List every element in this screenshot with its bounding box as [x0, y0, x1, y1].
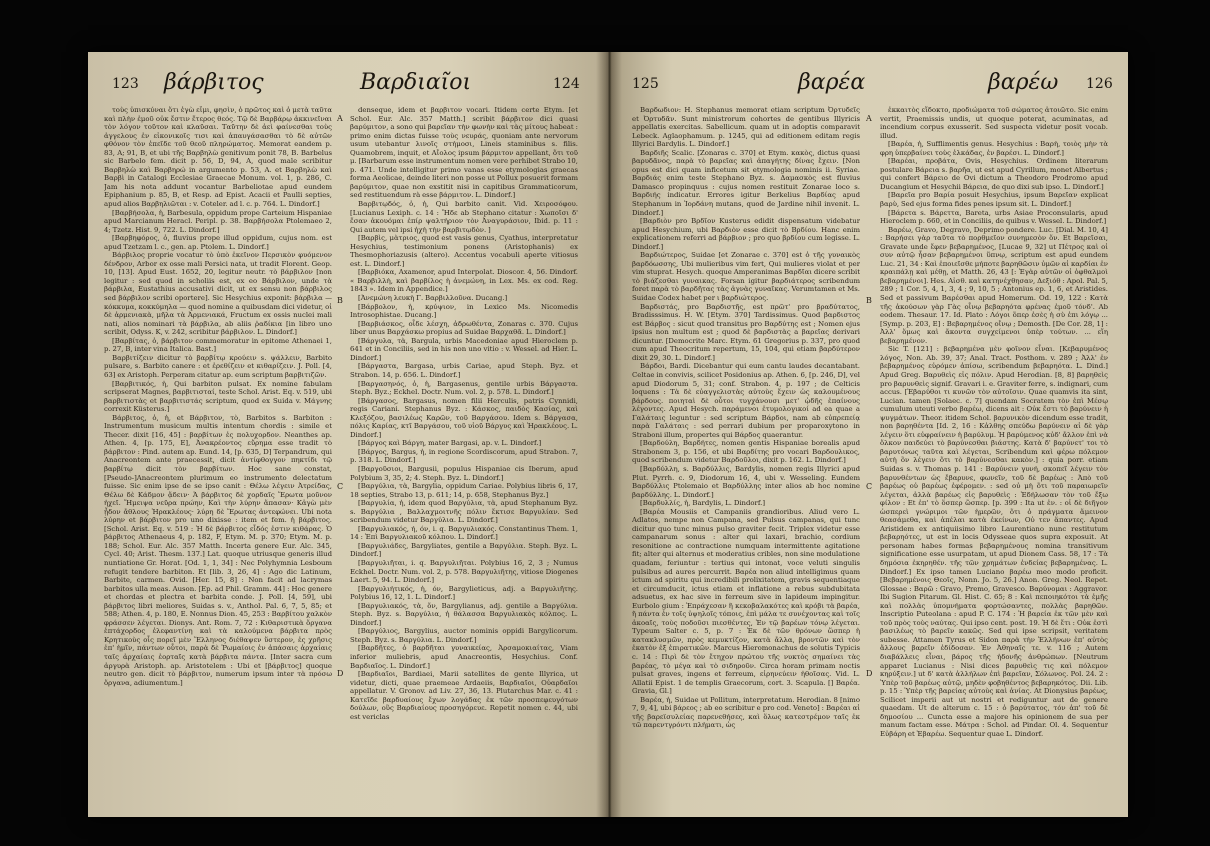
- entry-paragraph: [Βαργυλιάδες, Bargyliates, gentile a Βαργύλια. Steph. Byz. L. Dindorf.]: [350, 541, 578, 559]
- entry-paragraph: Βαρέω, Gravo, Degravo, Deprimo pondere. Luc. [Dial. M. 10, 4] : Βαρήσει γὰρ ταῦτα τὸ πορθμεῖον συνημεσὸν ὄν. Et Βαρεῖσαι, Gravate unde ἔφεν βεβαρημένος, [Lucae 9, 32] ut Πέτρος καὶ οἱ συν αὐτῷ ἦσαν βεβαρημένοι ὕπνῳ, scriptum est apud eundem Luc. 21, 34 : Καὶ ἐποιεῖσθε μήποτε βαρηθῶσιν ὑμῶν αἱ καρδίαι ἐν κραιπάλῃ καὶ μέθῃ, et Matth. 26, 43 [: Ἐγὰρ αὐτῶν οἱ ὀφθαλμοὶ βεβαρημένοι]. Hes. Αἰσθ. καὶ κατηνέχθησαν, Δεξιόθ : Apol. Pal. 5, 289 ; 1 Cor. 5, 4, 1, 3, 4 ; 9, 10, 5 ; Antonius ep. 1, 6, et Aristides. Sed et passivum Βαρέσθαι apud Homerum. Od. 19, 122 : Κατὰ τῆς ἀκούσων γὰρ Γὰς οἶνῳ βεβαρηότα φρένας ἐμοῦ τόνδ'. Ab eodem. Thesaur. 17. Id. Plato : Λόγοι ὅπερ ἐσὲς ἡ σὺ ἐπι λόγῳ ... [Symp. p. 203, E] : Βεβαρημένος οἴνῳ ; Demosth. [De Cor. 28, 1] : Ἀλλ' ὅμως καὶ ἄκοντα συγχείμενοι ὑπὲρ τούτων. ... εἴη βεβαρημένον.: [880, 225, 1108, 345]
- entry-paragraph: Βάρβιτος, ὁ, ἡ, et Βάρβιτον, τὸ, Barbitos s. Barbiton : Instrumentum musicum multis intentum chordis : simile et Thecer. dixit [16, 45] : βαρβίτων ἐς πολυχορδον. Neanthes ap. Athen. 4, [p. 175, E], Ἀνακρέοντος εὕρημα esse tradit τὸ βάρβιτον : Pind. autem ap. Eund. 14, [p. 635, D] Terpandrum, qui Anacreontem ante praecessit, dicit ἀντίφθογγον πηκτίδι τῷ βαρβίτῳ dicit τὸν βαρβίτων. Hoc sane constat, [Pseudo-]Anacreontem plurimum eo instrumento delectatum fuisse. Sic enim ipse de se ipso canit : Θέλω λέγειν Ἀτρείδας, Θέλω δὲ Κάδμον ᾄδειν· Ἁ βάρβιτος δὲ χορδαῖς Ἔρωτα μοῦνον ἠχεῖ. Ἤμειψα νεῦρα πρώην, Καὶ τὴν λύρην ἅπασαν· Κἀγὼ μὲν ᾖδον ἄθλους Ἡρακλέους· λύρη δὲ Ἔρωτας ἀντεφώνει. Ubi nota λύρην et βάρβιτον pro uno dixisse : item et fem. ἡ βάρβιτος. [Schol. Arist. Eq. v. 519 : Ἡ δὲ βάρβιτος εἶδός ἐστιν κιθάρας. Ὁ βάρβιτος Athenaeus 4, p. 182, F, Etym. M. p. 370; Etym. M. p. 188; Schol. Eur. Alc. 357 Matth. Incerta genere Eur. Alc. 345, Cycl. 40; Arist. Thesm. 137.] Lat. quoque utriusque generis illud nuntiatione Gr. Horat. [Od. 1, 1, 34] : Nec Polyhymnia Lesboum refugit tendere barbiton. Et [lib. 3, 26, 4] : Ago dic Latinum, Barbite, carmen. Ovid. [Her. 15, 8] : Non facit ad lacrymas barbitos ulla meas. Auson. [Ep. ad Phil. Gramm. 44] : Hoc genere et chordas et plectra et barbita conde. J. Poll. [4, 59], ubi βάρβιτος libri meliores, Suidas s. v., Anthol. Pal. 6, 7, 5, 85; et 588; Athen. 4, p. 180, E. Nonnus Dion. 45, 253 : Βαρβίτου χαλκὸν φράσσεν λέγεται. Dionys. Ant. Rom. 7, 72 : Κιθαριστικὰ ὄργανα ἑπτάχορδος ἐλεφαντίνη καὶ τὰ καλούμενα βάρβιτα πρὸς Κρητικοὺς οἷς πορεῖ μὲν Ἕλληνος διέθαψεν ὕστερον, ἐς χρῆσις ἐπ' ἡμῖν, πάντων οὗτοι, παρὰ δὲ Ῥωμαίοις ἐν ἁπάσαις ἀρχαίαις ταῖς ἀρχαίαις ἑορταῖς κατὰ βάρβιτα πάντα. [Inter sacra cum ἀργυρὰ Aristoph. ap. Aristotelem : Ubi et [βάρβιτος] quoque neutro gen. dicit τὸ βάρβιτον, numerum ipsum inter τὰ πρόσω ὄργανα, adiumentum.]: [104, 413, 332, 687]
- left-page-number-inner: 124: [553, 76, 580, 92]
- entry-paragraph: [Βαρεῖα pro Βαρία posuit Hesychius, ipsum Βαρεῖαν explicat βαρὺ, Sed ejus forma fides penes ipsum sit. L. Dindorf.]: [880, 191, 1108, 209]
- entry-paragraph: [Βαργυλιήτικός, ἡ, όν, Bargylieticus, adj. a Βαργυλιῆτης. Polybius 16, 12, 1. L. Dindorf.]: [350, 584, 578, 602]
- margin-marker-c: C: [866, 482, 873, 491]
- left-page-catchword-center: Βαρδιαῖοι: [360, 70, 472, 95]
- entry-paragraph: [Βαρβιτικός, ἡ, Qui barbiton pulsat. Ex nomine fabulam scripserat Magnes, βαρβιτισταί, teste Schol. Arist. Eq. v. 519, ubi βαρβιτιστὰς et βαρβιτιστάς scriptum, quod ex Suida v. Μάγνης correxit Küsterus.]: [104, 379, 332, 414]
- entry-paragraph: [Βαρδιὸν pro Βρδῖον Kusterus edidit dispensatum videbatur apud Hesychium, ubi Βαρδιὸν esse dicit τὸ Βρδίου. Hanc enim explicationem referri ad βάρβιον ; pro quo βρδίου cum legisse. L. Dindorf.]: [632, 217, 860, 251]
- left-page-header: [88, 70, 606, 96]
- entry-paragraph: denseque, idem et βαρβιτον vocari. Itidem certe Etym. [et Schol. Eur. Alc. 357 Matth.] scribit βάρβιτον dici quasi βαρύμιτον, a sono qui βαρεῖαν τὴν φωνὴν καὶ τὰς μίτους habeat : primo enim dictas fuisse τοὺς νευράς, quoniam ante nervorum usum utebantur λινοῖς στήμοσι, Lineis staminibus s. filis. Quamobrem, inquit, et Αἴολος ipsum βάρμιτον appellant, ὅτι τοῦ μ. [Barbarum esse instrumentum nomen vere perhibet Strabo 10, p. 471. Unde intelligitur primo vanas esse etymologias graecas forma Aeolicae, deinde literi non posse ut Pollux posuerit formam βαρύμιτον, quae non exstitit nisi in capitibus Grammaticorum, sed restituendum rà esse βάρμιτον. L. Dindorf.]: [350, 106, 578, 200]
- right-page-header: [610, 70, 1128, 96]
- entry-paragraph: [Ἀνεμώνη λευκὴ Γ. Βαρβιλλοῦνα. Ducang.]: [358, 294, 508, 303]
- entry-paragraph: [Βαργύλιος, Bargylius, auctor nominis oppidi Bargylicorum. Steph. Byz. s. Βαργύλια. L. Dindorf.]: [350, 627, 578, 644]
- margin-marker-a: A: [337, 114, 343, 123]
- entry-paragraph: Βαρέα, ἡ, Suidae ut Pollitum, interpretatum. Herodian. 8 [nimo 7, 9, 4], ubi βάρεος ; ab eo scribitur e pro cod. Veneto] : Βαρέαι αἱ τῆς βαρεϊσυλείας παρενεθήσες, καὶ ὅλως κατεστρέμον ταῖς ἐκ τῶ παρεντγρόντι πλήματι, ὡς: [632, 695, 860, 730]
- right-page-column-1: [632, 106, 860, 806]
- entry-paragraph: [Βάργασος, Bargasus, nomen filii Herculis, patris Cynnidi, regis Cariani. Stephanus Byz. : Κάσκος, παιδὸς Κασίας, καὶ Κλεξόζου, βασιλέως Καρῶν, τοῦ Βαργάσου. Idem s. Βάργασα, πόλις Καρίας, κτῖ Βαργάσου, τοῦ υἱοῦ Βάργυς καὶ Ἡρακλέους. L. Dindorf.]: [350, 396, 578, 439]
- margin-marker-c: C: [337, 482, 344, 491]
- entry-paragraph: Βαρδιστάς, pro Βαρδιστῆς, est πρῶτ' pro βραδύτατος, Bradisssimus. H. W. [Etym. 370] Tardissimus. Quod βαρδιστος est Βάρβος : sicut quod transitus pro Βαρδύτης est ; Nomen ejus ipsius non multum est ; quod δὲ βαρδιστὰς a βαρεῖας derivari dicuntur. [Democrite Marc. Etym. 61 Gregorius p. 337, pro quod cum apud Theocritum repertum, 15, 104, qui etiam βαρδύτερον dixit 29, 30. L. Dindorf.]: [632, 302, 860, 362]
- entry-paragraph: [Βάρβολον, ἡ, κρύψιον, in Lexico Ms. Nicomedis Introsophistae. Ducang.]: [350, 302, 578, 320]
- entry-paragraph: [Βαργασηνός, ὁ, ἡ, Bargasenus, gentile urbis Βάργαστα. Steph. Byz.; Eckhel. Doctr. Num. vol. 2, p. 578. L. Dindorf.]: [350, 379, 578, 397]
- entry-paragraph: Sic T. [121] : βεβαρημένα μὲν φοῖνον εἶναι. [Κεβαρυμένος λόγος, Non. Ab. 39, 37; Anal. Tract. Posthom. v. 289 ; Ἀλλ' ἐν βεβαρημένος εὑρόμεν ἀπίσω, scribendum βεβαρηότα. L. Dind.] Apud Greg. Βαρυθεὶς εἰς πόλιν. Apud Herodian. [8, 8] βαρηθεὶς pro βαρυνθεὶς signif. Gravari i. e. Graviter ferre, s. indignari, cum accus. [Ἐβαρύθοι τι κυνῶν τὸν αὐτοῖσιν. Quae quamvis ita sint, Lucian. tamen [Solaec. c. 7] quendam Socratem τὸν ἐπὶ Μέσῳ cumulum uteuti verbo βαρέω, dicens ait : Οὐκ ἔστι τὸ βαρύνειν ἡ ψυγμάτων. Theor. itidem Schol. βαρυνικὸν dicendum esse tradit, non βαρηθέντα [Id. 2, 16 : Κἀλθης σπεύδω βαρύνειν αἱ δὲ γὰρ λέγειν ὅτι εὐφραίνειν ἡ βαρύλυμ. Ἡ βαρύμενος κὐδ' ἄλλον ἐπὶ νὰ ὄλκον παιδεύει τὸ βαρύνεσθαι βιάστης. Κατὰ δ' βαρύνετ' τοι τὸ βαρυτόνως ταῦτα καὶ λέγεται, Scribendum καὶ φέρω πόλεμον αὐτὴ ὃν λέγειν ὅτι τὸ βαρύνεσθαι κακὸν.] : quia porr. etiam Suidas s. v. Thomas p. 141 : Βαρύνειν γυνή, σκοπεῖ λέγειν τὸν βαρυνθέντων ὡς ἔβαρυνε, φωνεῖν, τοῦ δὲ βαρέως : Ἀπὸ τοῦ βαρέως οὐ βαρέως ἐφέρομεν. : sed οὐ μὴ ὅτι τοῦ παραιωρεῖν λέγεται, ἀλλὰ βαρέως εἰς βαρυθεὶς : Ἐδήλωσαν τὸν τοῦ ἔξω φίλον : Et ἐπ' τὸ ὅσπερ ὥσπερ. [p. 399 : Ita ut ἐν. : οἱ δὲ διῆγον ὡσπερεὶ γνώριμοι τῶν ἡμερῶν, ὅτι ὁ πράγματα ἄμεινον θεασάμεθα, καὶ ἀπέλαι κατὰ ἐκείνων, Οὐ τεν ἅπαντες. Apud Aristidem ex antiquiisimo libro Laurentiano nunc restitutum βεβαρηότες, ut est in locis Odysseae quos supra exposuit. At personam habes formas βεβαρημένους nomina transitivum significatione esse usurpatam, ut apud Dionem Cass. 58, 17 : Τὰ δημόσια ἐκηρηθέν. τῆς τῶν χρημάτων ἐνδείας βεβαρημένας. L. Dindorf.] Ex ipso tamen Luciano βαρέω meo modo proficit. [Βεβαρημένοις Θεοῖς, Nonn. Jo. 5, 26.] Anon. Greg. Neol. Repet. Glossae : Βαρῶ : Gravo, Premo, Gravesco. Βαρύνομαι : Aggravor. Ibi Sugion Pitarum. Gl. Hist. C. 65; 8 : Καὶ πεποιηκότοι τὰ ἐμῆς καὶ πολλὰς ὑπομνήματα φορτώσαντες, πολλὰς βαρηθῶν. Inscriptio Puteolana : apud P. C. 174 : Ἡ βαρεία ἐκ τῶν μὲν καὶ τοῦ πρὸς τοὺς ναύτας. Qui ipso cent. post. 19. Ἡ δὲ ἔτι : Οὐκ ἐστὶ βασιλέως τὸ βαρεῖν κακῶς. Sed qui ipse scripsit, veritatem subesse. Attamen Tyrus et Sidon παρὰ τὴν Ἑλλήνων ἐπ' αὐτὸς ἄλλους βαρεῖν ἐδίδοσαν. Ἐν Ἀθηναῖς τε. v. 116 ; Autem διαβάλλεις εἶναι, βάρος τῆς ἡδονῆς ἀνθρώπων. [Neutrum apparet Lucianus : Nisi dices βαρυθεὶς τις καὶ πόλεμον κηρύξειν.] ut δ' κατὰ ἀλλήλων ἐπὶ βαρεῖαν, Σόλωνος. Pol. 24. 2 : Ὑπὲρ τοῦ βαρέως αὐτῷ, μηδὲν φοβηθέντος βεβαρηκότος. Dii. Lib. p. 15 : Ὑπὲρ τῆς βαρείας αὐτοὺς καὶ ἀνίας. At Dionysius βαρέως, Scilicet imperii aut ut nostri et rediguntur aut de genere quaedam. Ut de alterum c. 15 : ὁ βαρύτατος, τόν ἀπ' τοῦ δὲ δημοσίου ... Cuncta esse a majore his opinionem de sua per manum factam esse. Μάτρα : Schol. ad Pindar. Ol. 4. Sequentur Εὐβάρη et Ἐβαρέω. Sequentur quae L. Dindorf.: [880, 345, 1108, 738]
- right-page-catchword-center: βαρέα: [798, 70, 866, 95]
- margin-marker-d: D: [337, 669, 344, 678]
- right-page-number-inner: 125: [632, 76, 659, 92]
- entry-paragraph: [Βαρβηφόρος, ὁ, fluvius prope illud oppidum, cujus nom. est apud Tzetzam l. c., gen. ap. Ptolem. L. Dindorf.]: [104, 234, 332, 251]
- entry-paragraph: [Βαρβήσολα, ἡ, Barbesula, oppidum prope Carteium Hispaniae apud Marcianum Heracl. Peripl. p. 38. Βαρβήσολα Ptolemaeo 2, 4; Tzetz. Hist. 9, 722. L. Dindorf.]: [104, 208, 332, 234]
- margin-marker-a: A: [866, 114, 872, 123]
- left-page: [88, 52, 606, 817]
- entry-paragraph: [Βαργυλιακός, τὰ, ὄν, Bargylianus, adj. gentile a Βαργύλια. Steph. Byz. s. Βαργύλια, ἡ θάλασσα Βαργυλιακὸς κόλπος. L. Dindorf.]: [350, 601, 578, 627]
- entry-paragraph: [Βαργυλιῆται, i. q. Βαργυλιῆται. Polybius 16, 2, 3 ; Numus Eckhel. Doctr. Num. vol. 2, p. 578. Βαργυλιῆτης, vitiose Diogenes Laert. 5, 94. L. Dindorf.]: [350, 558, 578, 585]
- entry-paragraph: Βαρβιτίζειν dicitur τὸ βαρβίτῳ κρούειν s. ψάλλειν, Barbito pulsare, s. Barbito canere : et ἐρεθίζειν et κιθαρίζειν. J. Poll. [4, 63] ex Aristoph. Perperam citatur ap. eum scriptum βαρβιτιζῶν.: [104, 353, 332, 379]
- entry-paragraph: τοὺς ὑπισκύναι ὅτι ἐγὼ εἶμι, φησὶν, ὁ πρῶτος καὶ ὁ μετὰ ταῦτα καὶ πλὴν ἐμοῦ οὐκ ἔστιν ἕτερος θεός. Τῷ δὲ Βαρβάρῳ ἀκκινεῖναι τὸν λόγον τοῦτον καὶ κλαῦσαι. Ταῦτην δὲ ἀεὶ φαίνεσθαι τοὺς ἀγγελους ἐν εἰκονικοῖς τισι καὶ ἀπαυγάσασθαι τὸ δὲ αὐτῶν φθόνον τὸν ἐπεῖδε τοῦ θεοῦ πληρώματος. Memorat eandem p. 83, A; 91, B, et ubi τῆς Βαρβηλὼ genitivum ponit 78, B. Barbelus sic Barbelo fem. dicit p. 56, D, 94, A, quod male scribitur Βαρβηλὼ καὶ Βαρβηρώ in argumento p. 53, A. et Βαρβηλὼ καὶ Βαρβὶ in Catalogi Ecclesiae Graecae Monum. vol. 1, p. 286, C. Jam his nota addunt vocantur Barbeliotae apud eundem Epiphanium p. 85, B, et Resp. ad Epist. Acacii et Paulli septies, apud alios Βαρβηλιῶται : v. Coteler. ad l. c. p. 764. L. Dindorf.]: [104, 106, 332, 209]
- entry-paragraph: Βάρβιλος proprie vocatur τὸ ὑπὸ ἐκεῖνον Περσικὸν φυόμενον δένδρον, Arbor ex osse mali Persici nata, ut tradit Florent. Geop. 10, [13]. Apud Eust. 1652, 20, legitur neutr. τὸ βάρβιλον [non legitur : sed quod in scholiis est, ex eo Βάρβιλον, unde τὰ βάρβιλα, Eustathius accusativi dicit, ut ex sensu non βάρβιλος sed βάρβιλον scribi oportere]. Sic Hesychius exponit: βάρβιλα — κόκκυμα, κοκκύμηλα — quod nomine a quibusdam dici videtur, οἱ δὲ ἀρμενιακὰ, μῆλα τὰ Ἀρμενιακά, Fructum ex ossis nuclei mali nati, alios nominari τὰ βάρβιλα, ab aliis ῥαδίκια [in libro uno scribit, Odyss. K, v. 242, scribitur βάρβιλον. L. Dindorf.]: [104, 251, 332, 337]
- entry-paragraph: Βάρδοι, Bardi. Dicebantur qui eum cantu laudes decantabant. Celtae in convivis, scilicet Posidonius ap. Athen. 6, [p. 246, D], vel apud Diodorum 5, 31; conf. Strabon. 4, p. 197 ; de Celticis loquens : Τὰ δὲ εὐαγγελιστὰς αὐτοὺς ἔχειν ὡς καλουμένους βάρδους. ποιηταὶ δὲ οὗτοι τυγχάνουσι μετ' ᾠδῆς ἐπαίνους λέγοντες. Apud Hesych. παράμενοι ἐτυμολογικοί ad ea quae a Γαλάταις leguntur : sed scriptum Βάρδοι, nam ab εὐπρεπείᾳ παρὰ Γαλάταις : sed perrari dubium per proparoxytono in Straboni illum, propertes qui Βάρδος quaerantur.: [632, 362, 860, 439]
- book-spread: [88, 52, 1128, 817]
- entry-paragraph: [Βάργος, Bargus, ἡ, in regione Scordiscorum, apud Strabon. 7, p. 318. L. Dindorf.]: [350, 447, 578, 465]
- margin-marker-b: B: [337, 296, 343, 305]
- entry-paragraph: Βαρδιώτερος, Suidae [et Zonarae c. 370] est ὁ τῆς γυναικὸς βαρδόωσσης, Ubi mulieribus vim fert, Qui mulieres violat et per vim stuprat. Hesych. quoque Amperanimas Βαρδῖαι dicere scribit τὸ βιάζεσθαι γυναικας. Forsan igitur βαρδιάτερος scribendum foret παρὰ τὸ βαρδῆτας τὰς ἀγνὰς γυναῖκας. Verumtamen et Ms. Suidae Codex habet per ι βαρδιώτερος.: [632, 251, 860, 303]
- entry-paragraph: Βαρβιτῳδός, ὁ, ἡ, Qui barbito canit. Vid. Χειροσόφου. [Lucianus Lexiph. c. 14 : Ἤδε ab Stephano citatur : Χωποῖσι δ' ἕσαν ἀκουόμαι ἐπίρ ψαλτήριον τὸν Ἀναγυράσιον, Ibid. p. 11 : Qui autem vel ipsi ἠχὴ τὴν βαρβιτῳδὸν. ]: [350, 200, 578, 234]
- left-page-column-1: [104, 106, 332, 806]
- entry-paragraph: [Βαρδιαῖοι, Bardiaei, Marii satellites de gente Illyrica, ut videtur, dicti, quae praemeae Ardaeiis, Βαρδιαῖοι, Οὐαρδαῖοι appellatur. V. Gronov. ad Liv. 27, 36, 13. Plutarchus Mar. c. 41 : Κατεῖδε βαρδυαίους ἔχων λογάδας ἐκ τῶν προσπεφευγότων δούλων, οὓς Βαρδιαίους προσηγόρευε. Repetit nomen c. 44, ubi est vericlas: [350, 670, 578, 721]
- entry-paragraph: [Βαρβιάσκος, οἶδε λέσχη, ἀδρωθέντα, Zonaras c. 370. Cujus liber unus Βαρχάσκω propius ad Suidae Βαρχαθᾶ. L. Dindorf.]: [350, 319, 578, 337]
- entry-paragraph: [Βαρβιόκα, Axamenor, apud Interpolat. Dioscor. 4, 56. Dindorf. « Βαρβιλλὴ, καὶ βαρβίλος ἡ ἀνεμώνη, in Lex. Ms. ex cod. Reg. 1843 ». Idem in Appendice.]: [350, 268, 578, 294]
- entry-paragraph: [Βαργυλία, ἡ, idem quod Βαργύλια, τὰ, apud Stephanum Byz. s. Βαργύλια , Βαλλαχμοιτνῆς πόλιν ἔκτισε Βαργυλίαν. Sed scribendum videtur Βαργύλια. L. Dindorf.]: [350, 499, 578, 525]
- right-page-catchword-right: βαρέω: [988, 70, 1059, 95]
- entry-paragraph: Βαρδιῆς Scalic. [Zonaras c. 370] et Etym. κακὸς, dictus quasi βαρυδᾶνος, παρὰ τὸ βαρεῖας καὶ ἀπαγήτης δίνας ἔχειν. [Non opus est dici quam inficetum sit etymologia nominis ii. Syriae. Βαρδιάς enim teste Stephano Byz. s. Δαμασκὸς est fluvius Damasco propinquus : cujus nomen restituit Zonarae loco s. Βαρδιής indicatur. Errores igitur Berkelius Βαρδίας apud Stephanum in Ἰορδάνη mutans, quod de Jardine nihil invenit. L. Dindorf.]: [632, 148, 860, 217]
- entry-paragraph: [Βαρδυλλίς, ἡ, Bardylis, L. Dindorf.]: [640, 499, 766, 508]
- entry-paragraph: [Βαρδύλλη, s. Βαρδύλλις, Bardylis, nomen regis Illyrici apud Plut. Pyrrh. c. 9, Diodorum 16, 4, ubi v. Wesseling. Eundem Βαρδύλλις Ptolemaio et Βαρδύλλης inter alios ab hoc nomine βαρδύλλης. L. Dindorf.]: [632, 464, 860, 499]
- entry-paragraph: [Βαργοῦσιοι, Bargusii, populus Hispaniae cis Iberum, apud Polybium 3, 35, 2; 4. Steph. Byz. L. Dindorf.]: [350, 464, 578, 482]
- right-page: [610, 52, 1128, 817]
- margin-marker-d: D: [866, 669, 873, 678]
- right-page-number-outer: 126: [1086, 76, 1113, 92]
- entry-paragraph: Βαρδωδιον: H. Stephanus memorat etiam scriptum Ὀρτυδεῖς et Ὀρτυδᾶν. Sunt ministrorum cohortes de gentibus Illyricis appellatis exercitas. Sabellicum. quam ut in adoptis comparavit Lebeck. Aglaophamum. p. 1245, qui ad editionem editam regis Illyrici Bardylis. L. Dindorf.]: [632, 106, 860, 149]
- left-page-number-outer: 123: [112, 76, 139, 92]
- margin-marker-b: B: [866, 296, 872, 305]
- left-page-catchword-left: βάρβιτος: [164, 70, 264, 95]
- entry-paragraph: [Βάργος καὶ Βάργη, mater Bargasi, ap. v. L. Dindorf.]: [358, 439, 542, 448]
- entry-paragraph: [Βαργύλια, τὰ, Bargylia, oppidum Cariae. Polybius libris 6, 17, 18 septies, Strabo 13, p. 611; 14, p. 658, Stephanus Byz.]: [350, 482, 578, 499]
- entry-paragraph: [Βάρετα s. Βάρεττα, Bareta, urbs Asiae Proconsularis, apud Hieroclem p. 660, et in Conciliis, de quibus v. Wessel. L. Dindorf.]: [880, 208, 1108, 226]
- entry-paragraph: ἐκκαιτὸς εἴδοκτο, προδιώματα τοῦ σώματος ἀτοιῶτο. Sic enim vertit, Praemissis undis, ut quoque poterat, acuminatas, ad incendium corpus exusserit. Sed suspecta videtur posit vocab. illud.: [880, 106, 1108, 140]
- left-page-column-2: [350, 106, 578, 806]
- entry-paragraph: [Βάργυλα, τὰ, Bargula, urbis Macedoniae apud Hieroclem p. 641 et in Conciliis, sed in his non uno vitio : v. Wessel. ad Hier. L. Dindorf.]: [350, 336, 578, 362]
- entry-paragraph: [Βαρβίτας, ὁ, βάρβιτον commemoratur in epitome Athenaei 1, p. 27, B, inter vina Italica. Bast.]: [104, 336, 332, 354]
- entry-paragraph: [Βαρέα Mousiis et Campaniis grandioribus. Aliud vero L. Adlatos, nempe non Campana, sed Pulsus campanas, qui tunc dicitur quo tunc minus pulso graviter fecit. Triplex videtur esse campanarum sonus : alter qui laxari, brachio, cordium resonitione ac contractione numquam intermittente agitatione fit; alter qui alternus et moderatius cribles, non sine modulatione quadam, feriuntur : tertius qui intonat, voce veluti singulis pulsibus ad aures percurrit. Βαρέα non aliud intelligimus quam ictum ad spiritu qui incredibili prolixitatem, gravis sequentiaque et circumducit, ictus etiam et inflatione a rebus subdubitata adsuetus, ex hac sive in ferreum sive in lapideum impingitur. Eurbolo gium : Ἐπράχεσαν ἢ κεκοβαλακότες καὶ κρόβι τὰ βαρέα, ἢ πάντα ἐν τοῖς ὑψηλοῖς τόποις, ἐπὶ μάλα τε συνέχοντας καὶ τοῖς ἀκοαῖς, τοὺς ποδοῦσι πιεσθέντες, Ἐν τῷ βαρέων τόνῳ λέγεται. Typeum Salter c. 5, p. 7 : Ἐκ δὲ τῶν θρόνων ὥσπερ ἡ κατακλυσμῶν, πρὸς κεμυκτίζον, κατὰ ἄλλα, βροντῶν καὶ τὸν ἐκατὸν ἐξ ἐπιρατικῶν. Marcus Hieromonachus de solutis Typicis c. 14 : Πιρὶ δὲ τὸν ἔτηχον πρώτου τῆς νυκτὸς σημαίνει τὰς βαρέας, τὸ μέγα καὶ τὸ σιδηροῦν. Circa horam primam noctis pulsat graves, ingens et ferreum, εἰρηνεύειν ἠθοῖσας. Vid. L. Allatii Epist. 1 de templis Graecorum, cort. 3. Scapula. [] Βαρέα. Gravia, Gl.]: [632, 507, 860, 696]
- entry-paragraph: [Βαρδῆτες, ὁ βαρδῆται γυναικείας, Ἀρσαμοκιαίτας, Viam inferior muliebris, apud Anacreontis, Hesychius. Conf. Βαρδιαῖος. L. Dindorf.]: [350, 644, 578, 670]
- book-gutter-shadow: [596, 52, 622, 817]
- entry-paragraph: [Βάργαστα, Bargasa, urbis Cariae, apud Steph. Byz. et Strabon. 14, p. 656. L. Dindorf.]: [350, 362, 578, 379]
- entry-paragraph: [Βαρβὶς, μὰτριος, quod est vasis genus, Cyathus, interpretatur Hesychius, testimonium ponens (Aristophanis) ex Thesmophoriazusis (altero). Accentus vocabuli aperte vitiosus est. L. Dindorf.]: [350, 234, 578, 268]
- right-page-column-2: [880, 106, 1108, 806]
- entry-paragraph: [Βαρέα, ἡ, Sufflimentis genus. Hesychius : Βαρὴ, τοιὸς μὴν τὰ φρη ὑπερβαίνει τοὺς ἑλκάδας, ἐν βαρέσι. L. Dindorf.]: [880, 140, 1108, 157]
- entry-paragraph: [Βαρέαι, προβάτα, Ovis, Hesychius. Ordinem literarum postulare Βάρεια s. βαρῆα, ut est apud Cyrillum, monet Albertus ; qui confert Βάρειο de Ovi dictum a Theodoro Prodromo apud Ducangium et Hesychii Βάρεια, de quo dixi sub ipso. L. Dindorf.]: [880, 157, 1108, 191]
- entry-paragraph: [Βαργυλιακός, ή, όν, i. q. Βαργυλιακός. Constantinus Them. 1, 14 : Ἐπὶ Βαργυλιακοῦ κόλπου. L. Dindorf.]: [350, 524, 578, 542]
- entry-paragraph: [Βαρδούλη, Βαρδήτες, nomen gentis Hispaniae borealis apud Strabonem 3, p. 156, et ubi Βαρδίτης pro vocari Βαρδουλικος, quod scribendum videtur Βαρδοῦλοι, dixit p. 162. L. Dindorf.]: [632, 439, 860, 465]
